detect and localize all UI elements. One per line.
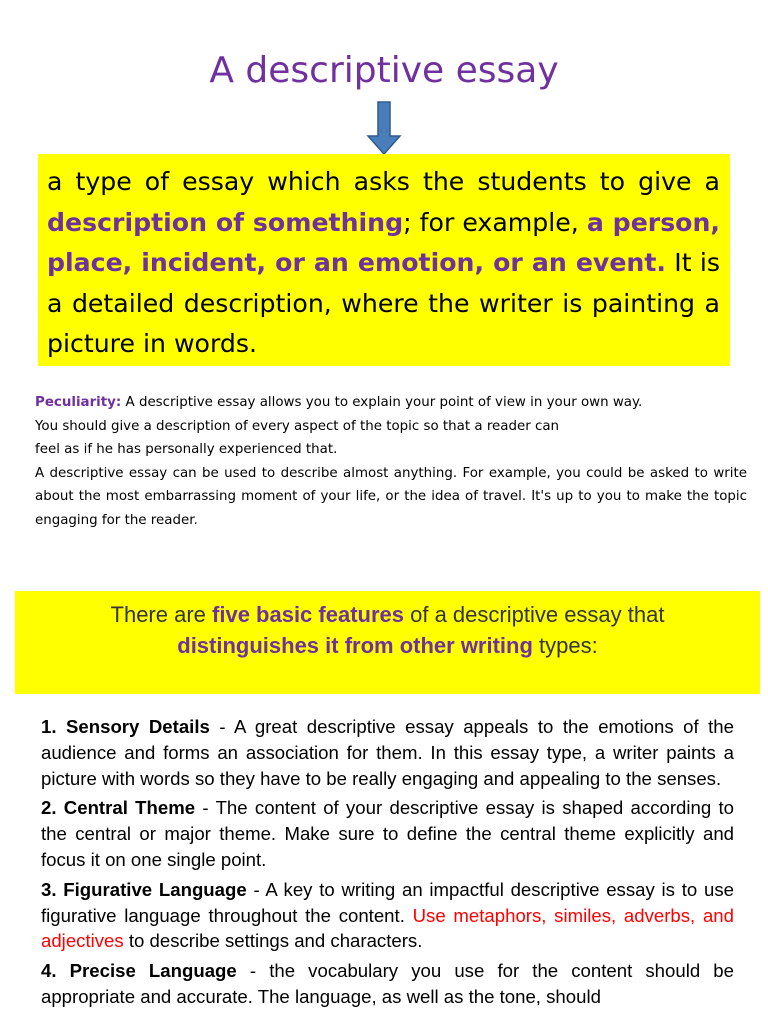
down-arrow-icon [366, 100, 402, 156]
peculiarity-line: You should give a description of every aspect of the topic so that a reader can [35, 418, 560, 434]
features-intro-box [15, 591, 760, 694]
feature-heading: 2. Central Theme [41, 797, 196, 819]
feature-highlight: Use metaphors, similes, adverbs, and adjectives [41, 904, 734, 952]
feature-text: - the vocabulary you use for the content should be appropriate and accurate. The language, as well as the tone, should [41, 960, 734, 1007]
feature-heading: 1. Sensory Details [41, 716, 210, 737]
definition-text: ; for example, [403, 207, 587, 237]
peculiarity-paragraph: A descriptive essay can be used to describe almost anything. For example, you could be asked to write about the most embarrassing moment of your life, or the idea of travel. It's up to you to make the topic engaging for the reader. [35, 465, 747, 528]
peculiarity-line: feel as if he has personally experienced that. [35, 442, 338, 458]
peculiarity-label: Peculiarity: [35, 395, 122, 410]
definition-text: It is a detailed description, where the writer is painting a picture in words. [47, 248, 721, 358]
feature-text: - A great descriptive essay appeals to the emotions of the audience and forms an association for them. In this essay type, a writer paints a picture with words so they have to be really engaging and appealing to the senses. [41, 716, 734, 789]
feature-text: - A key to writing an impactful descriptive essay is to use figurative language throughout the content. [41, 878, 734, 926]
feature-item [41, 795, 734, 872]
definition-emphasis: description of something [47, 207, 404, 237]
features-intro-emphasis: five basic features [212, 602, 404, 627]
definition-text: a type of essay which asks the students to give a [47, 167, 720, 196]
peculiarity-section [35, 391, 747, 533]
feature-text: - The content of your descriptive essay is shaped according to the central or major theme. Make sure to define the central theme explicitly and focus it on one single point. [41, 797, 734, 870]
feature-heading: 4. Precise Language [41, 960, 237, 982]
feature-heading: 3. Figurative Language [41, 878, 247, 900]
definition-emphasis: a person, place, incident, or an emotion, or an event. [47, 207, 720, 277]
page-title: A descriptive essay [209, 50, 559, 91]
peculiarity-text: A descriptive essay allows you to explain your point of view in your own way. [121, 395, 643, 410]
features-intro-text: types: [532, 633, 598, 658]
features-intro-text: of a descriptive essay that [404, 602, 665, 627]
feature-item [41, 714, 734, 791]
feature-item [41, 877, 734, 954]
features-intro-emphasis: distinguishes it from other writing [177, 633, 533, 658]
features-intro-text: There are [110, 602, 213, 627]
feature-text: to describe settings and characters. [123, 930, 423, 952]
features-list [41, 714, 734, 1014]
feature-item [41, 958, 734, 1010]
definition-box [38, 154, 730, 366]
peculiarity-line [35, 391, 747, 415]
